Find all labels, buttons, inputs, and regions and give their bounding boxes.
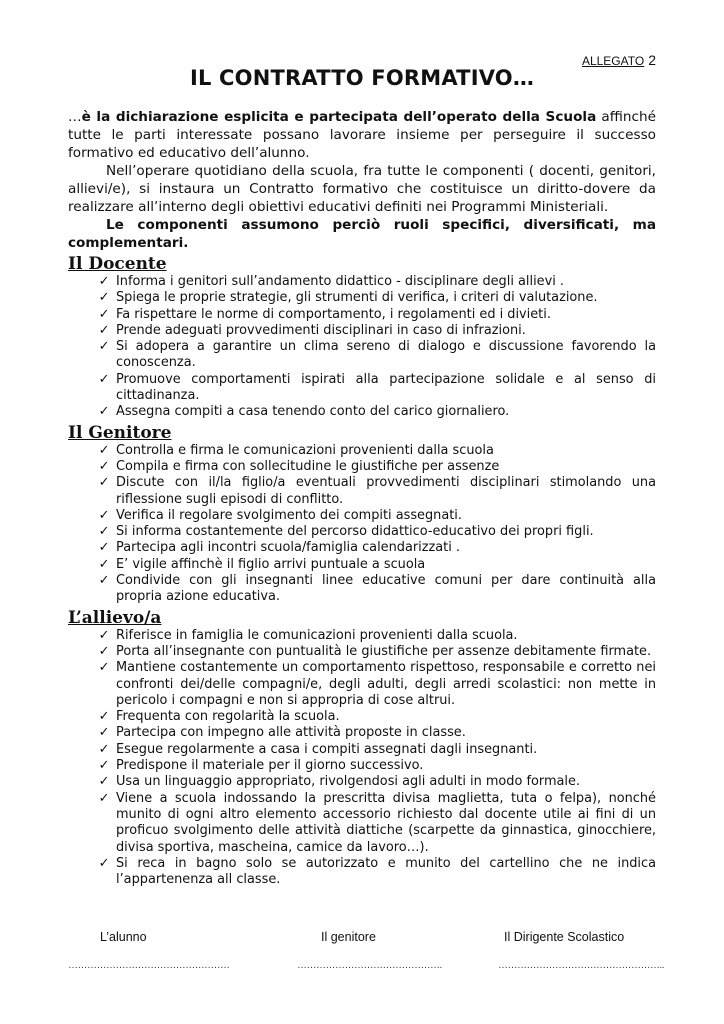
list-item bbox=[98, 306, 656, 323]
list-item-text: Spiega le proprie strategie, gli strumenti di verifica, i criteri di valutazione. bbox=[116, 290, 598, 306]
list-item bbox=[98, 339, 656, 372]
check-mark-icon: ✓ bbox=[98, 475, 110, 491]
attachment-label-text: ALLEGATO bbox=[581, 54, 645, 68]
check-mark-icon: ✓ bbox=[98, 322, 110, 338]
check-mark-icon: ✓ bbox=[98, 643, 110, 659]
signature-label: Il genitore bbox=[321, 930, 376, 944]
list-item bbox=[98, 774, 656, 790]
list-item bbox=[98, 524, 656, 540]
signature-alunno bbox=[68, 930, 230, 971]
check-mark-icon: ✓ bbox=[98, 507, 110, 523]
list-item-text: Riferisce in famiglia le comunicazioni provenienti dalla scuola. bbox=[116, 627, 518, 643]
intro-bold: è la dichiarazione esplicita e partecipata dell’operato della Scuola bbox=[81, 109, 597, 125]
check-mark-icon: ✓ bbox=[98, 290, 110, 306]
list-item-text: Promuove comportamenti ispirati alla partecipazione solidale e al senso di cittadinanza. bbox=[116, 371, 656, 404]
check-mark-icon: ✓ bbox=[98, 274, 110, 289]
check-mark-icon: ✓ bbox=[98, 458, 110, 474]
list-item-text: E’ vigile affinchè il figlio arrivi puntuale a scuola bbox=[116, 556, 426, 572]
list-item-text: Compila e firma con sollecitudine le giustifiche per assenze bbox=[116, 458, 500, 474]
list-item bbox=[98, 725, 656, 741]
check-mark-icon: ✓ bbox=[98, 627, 110, 643]
check-mark-icon: ✓ bbox=[98, 855, 110, 871]
list-item bbox=[98, 855, 656, 889]
check-mark-icon: ✓ bbox=[98, 442, 110, 458]
list-item-text: Partecipa agli incontri scuola/famiglia calendarizzati . bbox=[116, 540, 460, 556]
list-item bbox=[98, 573, 656, 606]
signature-line: …………………………………………… bbox=[68, 960, 230, 971]
section-heading-genitore: Il Genitore bbox=[68, 422, 172, 443]
list-item bbox=[98, 475, 656, 508]
list-item bbox=[98, 790, 656, 856]
check-mark-icon: ✓ bbox=[98, 306, 110, 322]
list-item bbox=[98, 627, 656, 644]
check-mark-icon: ✓ bbox=[98, 573, 110, 589]
list-item bbox=[98, 540, 656, 556]
list-item bbox=[98, 709, 656, 725]
components-paragraph: Le componenti assumono perciò ruoli specifici, diversificati, ma complementari. bbox=[68, 217, 656, 251]
check-mark-icon: ✓ bbox=[98, 371, 110, 387]
list-item-text: Usa un linguaggio appropriato, rivolgendosi agli adulti in modo formale. bbox=[116, 774, 581, 790]
list-item-text: Informa i genitori sull’andamento didattico - disciplinare degli allievi . bbox=[116, 274, 564, 289]
signature-genitore bbox=[297, 930, 442, 971]
list-item-text: Frequenta con regolarità la scuola. bbox=[116, 709, 340, 725]
attachment-number: 2 bbox=[648, 52, 656, 68]
check-mark-icon: ✓ bbox=[98, 524, 110, 540]
genitore-list bbox=[68, 443, 656, 606]
intro-rest: affinché tutte le parti interessate possano lavorare insieme per perseguire il successo formativo ed educativo dell’alunno. bbox=[68, 109, 656, 161]
list-item bbox=[98, 643, 656, 660]
list-item bbox=[98, 322, 656, 339]
list-item-text: Prende adeguati provvedimenti disciplinari in caso di infrazioni. bbox=[116, 322, 526, 338]
allievo-list bbox=[68, 628, 656, 889]
document-body bbox=[68, 108, 656, 888]
list-item bbox=[98, 507, 656, 524]
intro-paragraph bbox=[68, 108, 656, 162]
list-item bbox=[98, 758, 656, 774]
list-item-text: Discute con il/la figlio/a eventuali provvedimenti disciplinari stimolando una riflessione sugli episodi di conflitto. bbox=[116, 475, 656, 507]
section-heading-allievo: L’allievo/a bbox=[68, 607, 162, 628]
list-item-text: Viene a scuola indossando la prescritta divisa maglietta, tuta o felpa), nonché munito di ogni altro elemento accessorio richiesto dal docente utile ai fini di un proficuo svolgimento delle attività diattiche (scarpette da ginnastica, ginocchiere, divisa sportiva, mascheina, camice da lavoro…). bbox=[116, 790, 656, 855]
check-mark-icon: ✓ bbox=[98, 404, 110, 420]
check-mark-icon: ✓ bbox=[98, 540, 110, 556]
check-mark-icon: ✓ bbox=[98, 758, 110, 774]
signature-label: Il Dirigente Scolastico bbox=[504, 930, 625, 944]
check-mark-icon: ✓ bbox=[98, 660, 110, 676]
list-item-text: Si reca in bagno solo se autorizzato e munito del cartellino che ne indica l’appartenenza all classe. bbox=[116, 855, 656, 888]
list-item-text: Verifica il regolare svolgimento dei compiti assegnati. bbox=[116, 507, 462, 523]
list-item-text: Assegna compiti a casa tenendo conto del carico giornaliero. bbox=[116, 404, 510, 420]
docente-list bbox=[68, 274, 656, 421]
check-mark-icon: ✓ bbox=[98, 339, 110, 355]
document-title: IL CONTRATTO FORMATIVO… bbox=[189, 66, 535, 90]
list-item-text: Porta all’insegnante con puntualità le giustifiche per assenze debitamente firmate. bbox=[116, 643, 652, 659]
list-item bbox=[98, 404, 656, 420]
list-item-text: Si informa costantemente del percorso didattico-educativo dei propri figli. bbox=[116, 524, 594, 540]
list-item-text: Esegue regolarmente a casa i compiti assegnati dagli insegnanti. bbox=[116, 741, 538, 757]
list-item-text: Mantiene costantemente un comportamento rispettoso, responsabile e corretto nei confronti dei/delle compagni/e, degli adulti, degli arredi scolastici: non mette in pericolo i compagni e non si appropria di cose altrui. bbox=[116, 660, 656, 708]
check-mark-icon: ✓ bbox=[98, 790, 110, 806]
signature-label: L’alunno bbox=[100, 930, 147, 944]
list-item bbox=[98, 290, 656, 306]
list-item bbox=[98, 442, 656, 459]
section-heading-docente: Il Docente bbox=[68, 254, 167, 274]
check-mark-icon: ✓ bbox=[98, 741, 110, 757]
list-item bbox=[98, 458, 656, 475]
list-item-text: Fa rispettare le norme di comportamento, i regolamenti ed i divieti. bbox=[116, 306, 551, 322]
signature-line: ………………………………………. bbox=[297, 960, 442, 971]
check-mark-icon: ✓ bbox=[98, 774, 110, 790]
list-item-text: Controlla e firma le comunicazioni provenienti dalla scuola bbox=[116, 442, 494, 458]
signature-line: …………………………………………….. bbox=[498, 960, 665, 971]
check-mark-icon: ✓ bbox=[98, 709, 110, 725]
list-item bbox=[98, 371, 656, 405]
list-item bbox=[98, 556, 656, 573]
list-item bbox=[98, 660, 656, 709]
contract-paragraph: Nell’operare quotidiano della scuola, fra tutte le componenti ( docenti, genitori, allievi/e), si instaura un Contratto formativo che costituisce un diritto-dovere da realizzare all’interno degli obiettivi educativi definiti nei Programmi Ministeriali. bbox=[68, 163, 656, 215]
list-item bbox=[98, 274, 656, 290]
list-item-text: Partecipa con impegno alle attività proposte in classe. bbox=[116, 725, 466, 741]
list-item-text: Si adopera a garantire un clima sereno di dialogo e discussione favorendo la conoscenza. bbox=[116, 339, 656, 371]
check-mark-icon: ✓ bbox=[98, 725, 110, 741]
check-mark-icon: ✓ bbox=[98, 556, 110, 572]
intro-ellipsis: … bbox=[68, 109, 82, 125]
list-item-text: Predispone il materiale per il giorno successivo. bbox=[116, 758, 424, 774]
list-item bbox=[98, 741, 656, 758]
list-item-text: Condivide con gli insegnanti linee educative comuni per dare continuità alla propria azione educativa. bbox=[116, 573, 656, 605]
signature-dirigente bbox=[498, 930, 665, 971]
